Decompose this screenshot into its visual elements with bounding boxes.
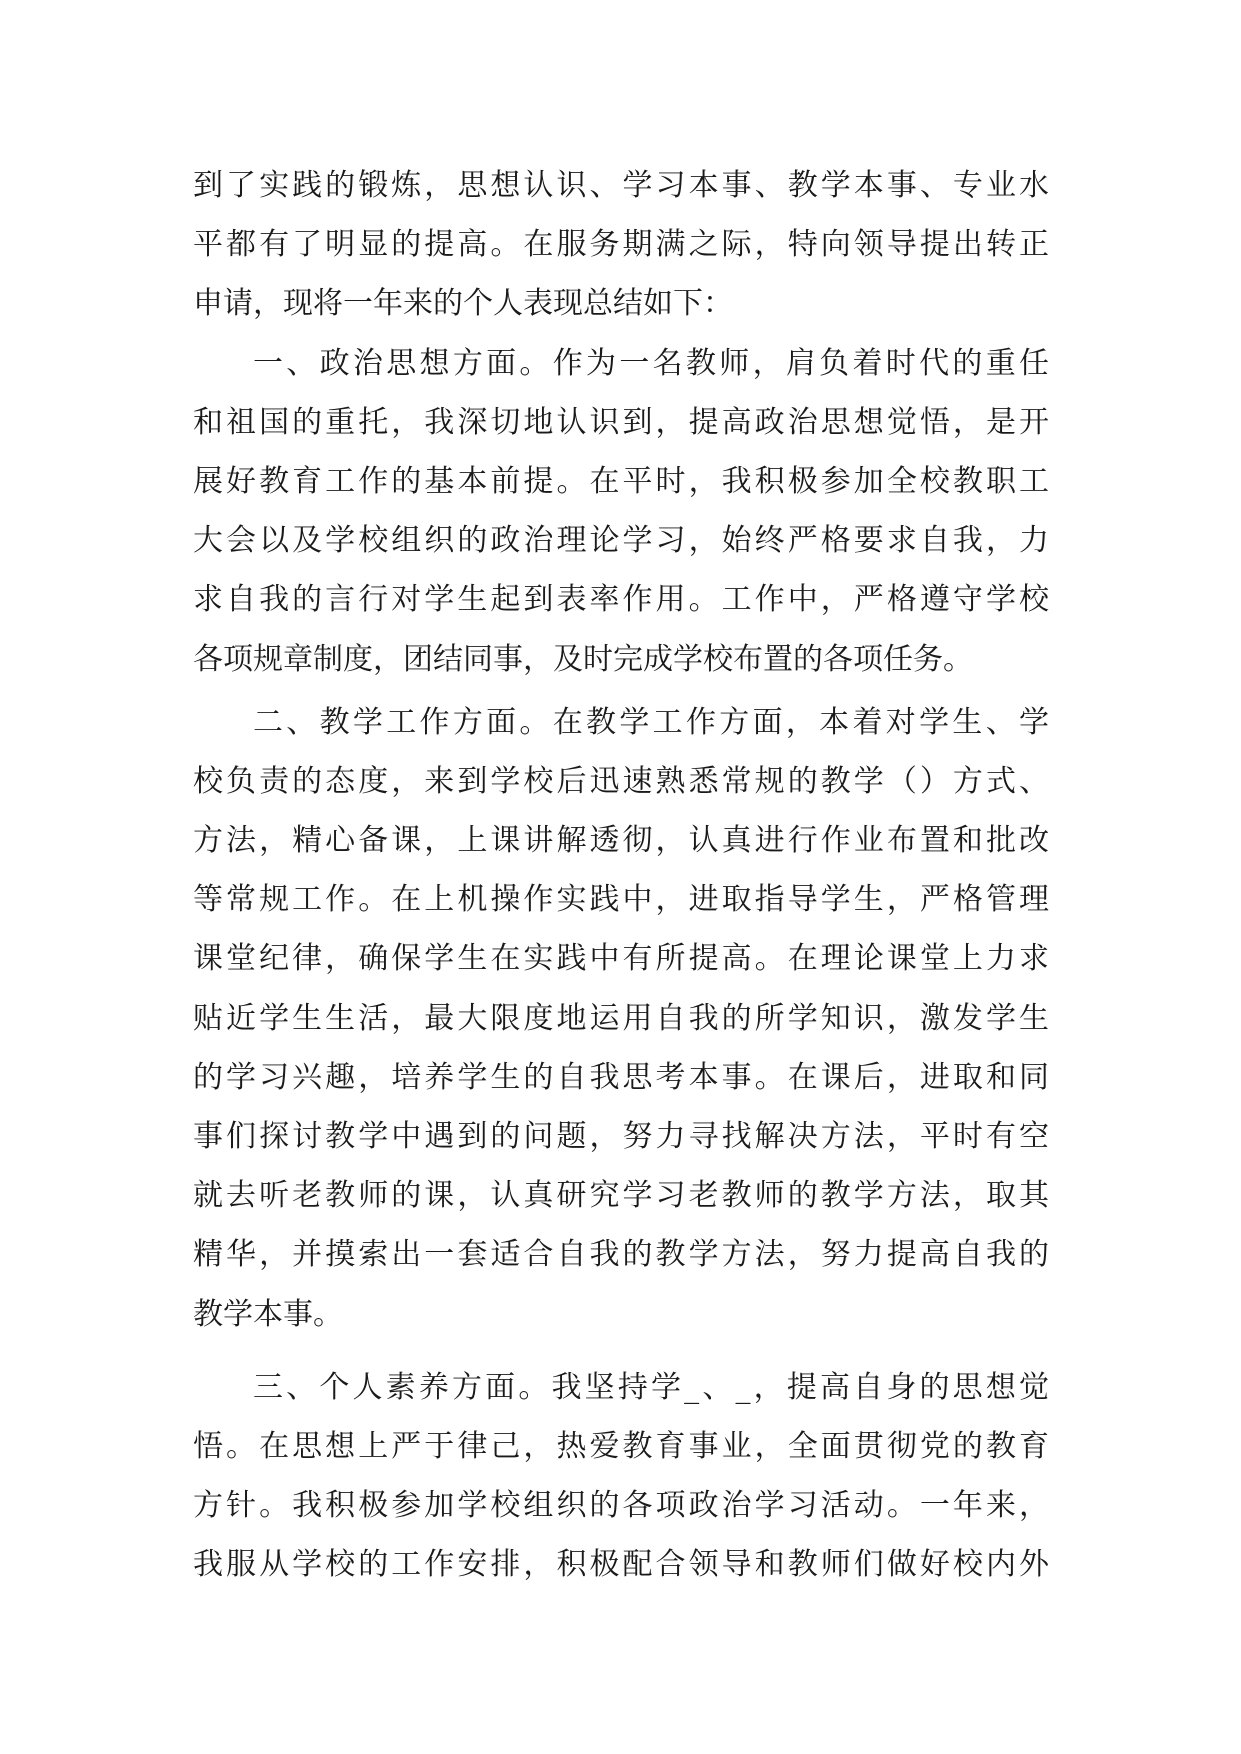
text-line: 平都有了明显的提高。在服务期满之际，特向领导提出转正 — [193, 227, 1049, 263]
text-line: 就去听老教师的课，认真研究学习老教师的教学方法，取其 — [193, 1178, 1049, 1214]
text-line: 方针。我积极参加学校组织的各项政治学习活动。一年来， — [193, 1488, 1049, 1524]
text-line: 事们探讨教学中遇到的问题，努力寻找解决方法，平时有空 — [193, 1119, 1049, 1154]
text-line: 到了实践的锻炼，思想认识、学习本事、教学本事、专业水 — [193, 168, 1049, 203]
text-line: 我服从学校的工作安排，积极配合领导和教师们做好校内外 — [193, 1547, 1049, 1583]
text-line: 和祖国的重托，我深切地认识到，提高政治思想觉悟，是开 — [193, 404, 1049, 440]
paragraph-gap — [193, 1344, 1049, 1358]
text-line: 精华，并摸索出一套适合自我的教学方法，努力提高自我的 — [193, 1237, 1049, 1273]
body-text — [193, 156, 1049, 1595]
text-line: 申请，现将一年来的个人表现总结如下： — [193, 286, 733, 322]
text-line: 大会以及学校组织的政治理论学习，始终严格要求自我，力 — [193, 523, 1049, 559]
text-line: 课堂纪律，确保学生在实践中有所提高。在理论课堂上力求 — [193, 941, 1049, 977]
text-line: 求自我的言行对学生起到表率作用。工作中，严格遵守学校 — [193, 582, 1049, 618]
text-line: 的学习兴趣，培养学生的自我思考本事。在课后，进取和同 — [193, 1059, 1049, 1095]
paragraph-2-first-line: 二、教学工作方面。在教学工作方面，本着对学生、学 — [253, 704, 1049, 740]
text-line: 教学本事。 — [193, 1296, 343, 1332]
paragraph-1-first-line: 一、政治思想方面。作为一名教师，肩负着时代的重任 — [253, 345, 1049, 381]
text-line: 悟。在思想上严于律己，热爱教育事业，全面贯彻党的教育 — [193, 1428, 1049, 1464]
text-line: 贴近学生生活，最大限度地运用自我的所学知识，激发学生 — [193, 1000, 1049, 1036]
text-line: 各项规章制度，团结同事，及时完成学校布置的各项任务。 — [193, 641, 973, 677]
text-line: 方法，精心备课，上课讲解透彻，认真进行作业布置和批改 — [193, 823, 1049, 859]
text-line: 等常规工作。在上机操作实践中，进取指导学生，严格管理 — [193, 882, 1049, 918]
text-line: 校负责的态度，来到学校后迅速熟悉常规的教学（）方式、 — [193, 763, 1049, 799]
paragraph-3-first-line: 三、个人素养方面。我坚持学_、_，提高自身的思想觉 — [253, 1369, 1049, 1405]
text-line: 展好教育工作的基本前提。在平时，我积极参加全校教职工 — [193, 463, 1049, 499]
